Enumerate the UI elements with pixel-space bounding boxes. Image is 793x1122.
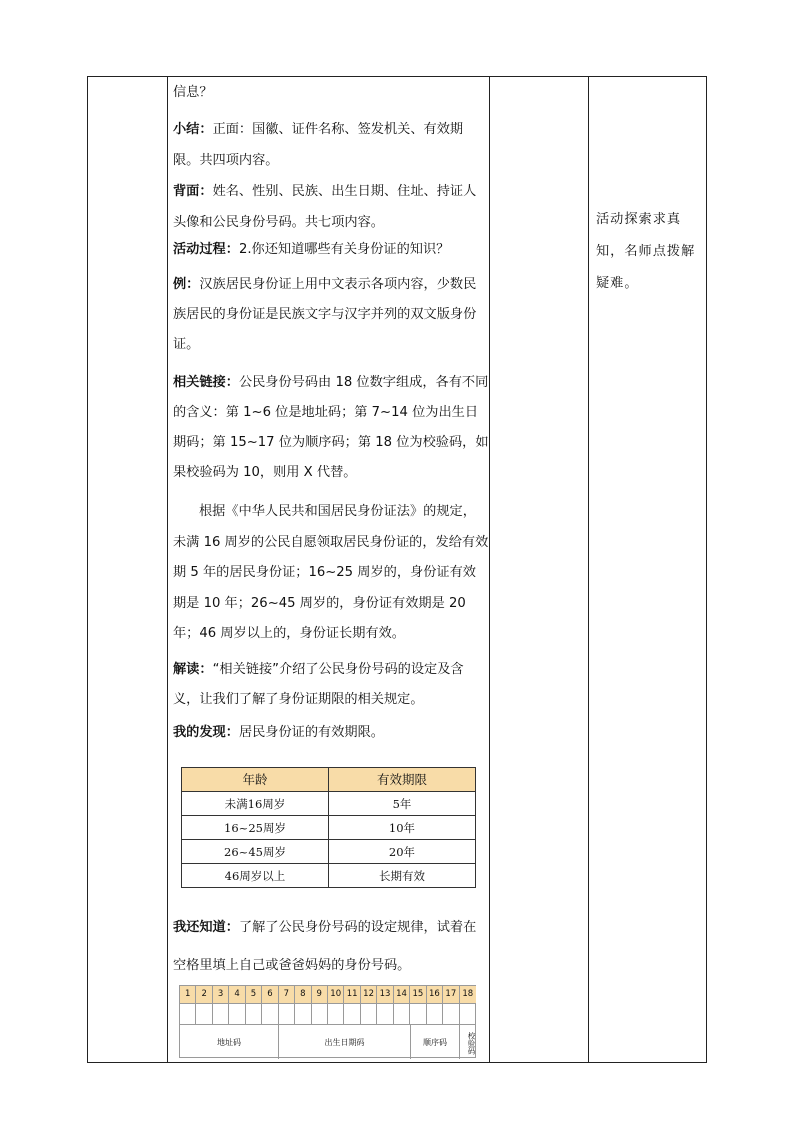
id-digit-label: 14	[394, 986, 410, 1003]
segment-birthdate: 出生日期码	[279, 1024, 411, 1059]
column-divider-1	[167, 77, 168, 1062]
cell-validity: 5年	[329, 792, 476, 816]
id-digit-label: 1	[180, 986, 196, 1003]
discovery-paragraph	[173, 723, 384, 743]
id-digit-label: 9	[312, 986, 328, 1003]
segment-sequence: 顺序码	[411, 1024, 460, 1059]
summary-text: 正面：国徽、证件名称、签发机关、有效期限。共四项内容。	[173, 122, 464, 168]
id-digit-blank[interactable]	[295, 1003, 311, 1024]
id-digit-blank[interactable]	[427, 1003, 443, 1024]
cell-age: 26~45周岁	[182, 840, 329, 864]
id-digit-label: 5	[246, 986, 262, 1003]
example-paragraph	[173, 270, 489, 360]
interpret-label: 解读：	[173, 662, 213, 677]
link-text: 公民身份号码由 18 位数字组成，各有不同的含义：第 1~6 位是地址码；第 7~14 位为出生日期码；第 15~17 位为顺序码；第 18 位为校验码，如果校验码为 10，则用 X 代替。	[173, 375, 489, 480]
summary-label: 小结：	[173, 122, 213, 137]
id-digit-blank[interactable]	[213, 1003, 229, 1024]
id-digit-label: 11	[344, 986, 360, 1003]
link-paragraph	[173, 368, 489, 488]
id-digit-blank[interactable]	[180, 1003, 196, 1024]
law-paragraph: 根据《中华人民共和国居民身份证法》的规定，未满 16 周岁的公民自愿领取居民身份证的，发给有效期 5 年的居民身份证；16~25 周岁的，身份证有效期是 10 年；26~45 周岁的，身份证有效期是 20 年；46 周岁以上的，身份证长期有效。	[173, 504, 489, 641]
id-digit-blank[interactable]	[229, 1003, 245, 1024]
id-digit-label: 3	[213, 986, 229, 1003]
activity-text: 2.你还知道哪些有关身份证的知识？	[238, 242, 450, 257]
back-label: 背面：	[173, 184, 213, 199]
validity-table	[181, 767, 476, 888]
example-label: 例：	[173, 277, 200, 292]
table-row	[182, 792, 476, 816]
cell-age: 46周岁以上	[182, 864, 329, 888]
know-label: 我还知道：	[173, 920, 239, 935]
id-digit-blank[interactable]	[460, 1003, 476, 1024]
id-digit-label: 18	[460, 986, 476, 1003]
id-digit-label: 4	[229, 986, 245, 1003]
id-digit-label: 12	[361, 986, 377, 1003]
cell-validity: 长期有效	[329, 864, 476, 888]
cell-validity: 10年	[329, 816, 476, 840]
table-row	[182, 816, 476, 840]
table-row	[182, 864, 476, 888]
id-digit-blank[interactable]	[377, 1003, 393, 1024]
id-digit-label: 17	[443, 986, 459, 1003]
id-digit-blank[interactable]	[246, 1003, 262, 1024]
interpret-paragraph	[173, 655, 489, 715]
id-digit-label: 13	[377, 986, 393, 1003]
cell-age: 未满16周岁	[182, 792, 329, 816]
cell-age: 16~25周岁	[182, 816, 329, 840]
id-digit-label: 15	[410, 986, 426, 1003]
example-text: 汉族居民身份证上用中文表示各项内容，少数民族居民的身份证是民族文字与汉字并列的双文版身份证。	[173, 277, 477, 352]
table-row	[182, 840, 476, 864]
id-digit-blank[interactable]	[344, 1003, 360, 1024]
know-text: 了解了公民身份号码的设定规律，试着在空格里填上自己或爸爸妈妈的身份号码。	[173, 920, 477, 973]
back-paragraph	[173, 176, 489, 238]
intro-line: 信息？	[173, 85, 213, 100]
id-digit-blank[interactable]	[443, 1003, 459, 1024]
back-text: 姓名、性别、民族、出生日期、住址、持证人头像和公民身份号码。共七项内容。	[173, 184, 477, 230]
id-digit-blank[interactable]	[410, 1003, 426, 1024]
header-validity: 有效期限	[329, 768, 476, 792]
id-digit-label: 16	[427, 986, 443, 1003]
id-digit-label: 6	[262, 986, 278, 1003]
id-digit-blank[interactable]	[328, 1003, 344, 1024]
id-digit-blank[interactable]	[312, 1003, 328, 1024]
id-digit-label: 7	[279, 986, 295, 1003]
table-header-row	[182, 768, 476, 792]
cell-validity: 20年	[329, 840, 476, 864]
id-number-grid	[179, 985, 476, 1058]
link-label: 相关链接：	[173, 375, 239, 390]
segment-checksum: 校验码	[460, 1024, 476, 1059]
id-digit-blank[interactable]	[196, 1003, 212, 1024]
column-divider-3	[588, 77, 589, 1062]
id-digit-label: 8	[295, 986, 311, 1003]
header-age: 年龄	[182, 768, 329, 792]
discovery-label: 我的发现：	[173, 725, 239, 740]
id-digit-blank[interactable]	[361, 1003, 377, 1024]
id-digit-label: 10	[328, 986, 344, 1003]
activity-paragraph	[173, 240, 489, 260]
segment-address: 地址码	[180, 1024, 279, 1059]
teacher-notes: 活动探索求真知，名师点拨解疑难。	[596, 212, 696, 291]
column-divider-2	[489, 77, 490, 1062]
id-digit-label: 2	[196, 986, 212, 1003]
lesson-table	[87, 76, 707, 1063]
interpret-text: “相关链接”介绍了公民身份号码的设定及含义，让我们了解了身份证期限的相关规定。	[173, 662, 464, 707]
summary-paragraph	[173, 114, 489, 176]
know-paragraph	[173, 909, 489, 985]
id-digit-blank[interactable]	[262, 1003, 278, 1024]
activity-label: 活动过程：	[173, 242, 239, 257]
id-digit-blank[interactable]	[394, 1003, 410, 1024]
id-digit-blank[interactable]	[279, 1003, 295, 1024]
discovery-text: 居民身份证的有效期限。	[238, 725, 384, 740]
